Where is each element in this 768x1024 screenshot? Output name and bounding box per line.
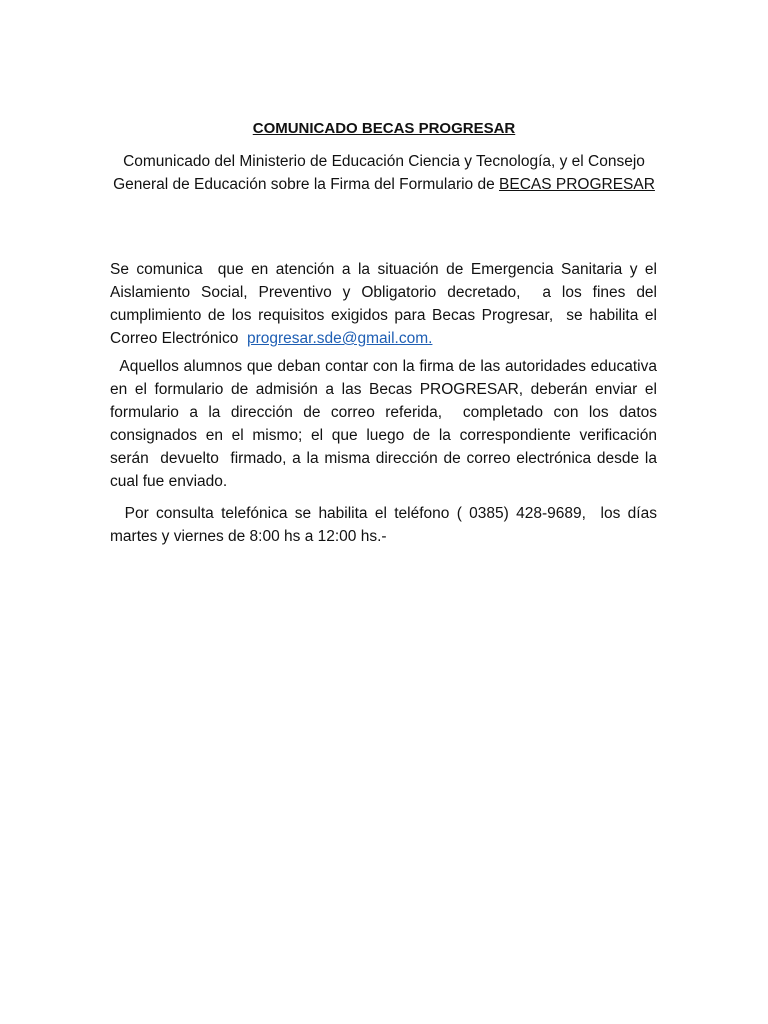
paragraph-form-instructions: Aquellos alumnos que deban contar con la firma de las autoridades educativa en el formulario de admisión a las Becas PROGRESAR, deberán enviar el formulario a la dirección de correo referida, completado con los datos consignados en el mismo; el que luego de la correspondiente verificación serán devuelto firmado, a la misma dirección de correo electrónica desde la cual fue enviado. [110,358,666,490]
email-link[interactable]: progresar.sde@gmail.com. [246,330,433,347]
subtitle-underlined-text: BECAS PROGRESAR [499,176,655,193]
subtitle-text: Comunicado del Ministerio de Educación Ciencia y Tecnología, y el Consejo General de Educación sobre la Firma del Formulario de [113,153,645,193]
document-title: COMUNICADO BECAS PROGRESAR [252,120,516,137]
paragraph-phone-contact: Por consulta telefónica se habilita el teléfono ( 0385) 428-9689, los días martes y viernes de 8:00 hs a 12:00 hs.- [110,505,662,545]
paragraph-emergency-notice [110,258,662,350]
document-subtitle [100,150,668,196]
paragraph-1-text: Se comunica que en atención a la situación de Emergencia Sanitaria y el Aislamiento Social, Preventivo y Obligatorio decretado, a los fines del cumplimiento de los requisitos exigidos para Becas Progresar, se habilita el Correo Electrónico [110,261,662,347]
